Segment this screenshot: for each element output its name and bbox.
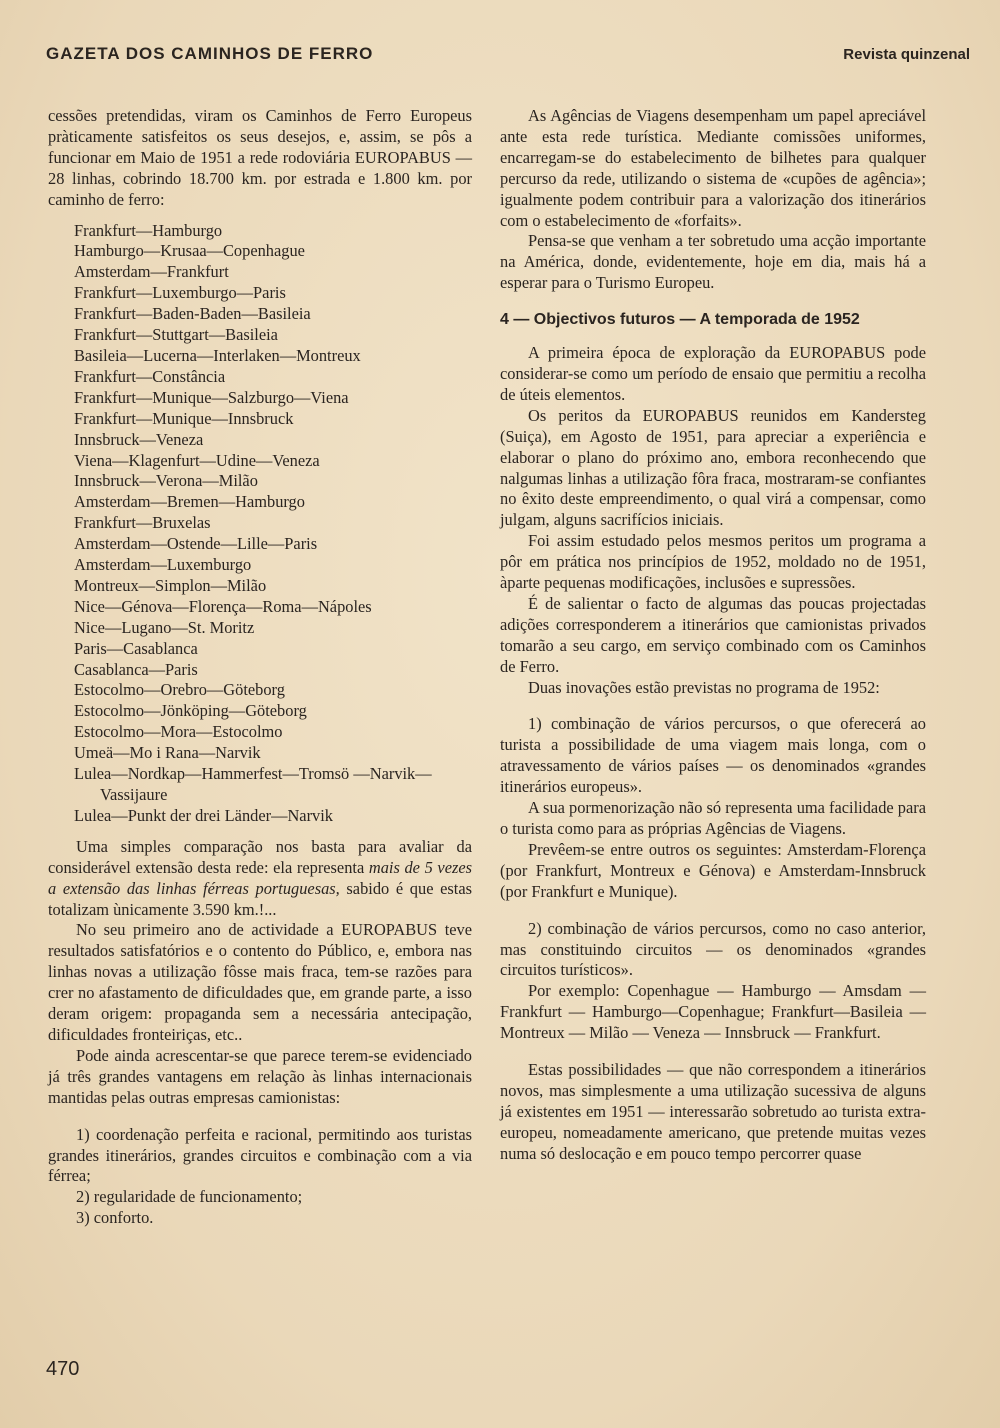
america-paragraph: Pensa-se que venham a ter sobretudo uma acção importante na América, donde, evidentemente, hoje em dia, mais há a esperar para o Turismo Europeu. [500,231,926,293]
innovation-item-1: 1) combinação de vários percursos, o que oferecerá ao turista a possibilidade de uma viagem mais longa, com o atravessamento de vários países — os denominados «grandes itinerários europeus». [500,714,926,797]
comparison-text-end: sabido é que estas totalizam ùnicamente 3.590 km.!... [48,878,472,919]
route-item: Amsterdam—Luxemburgo [74,555,252,575]
advantages-paragraph: Pode ainda acrescentar-se que parece terem-se evidenciado já três grandes vantagens em relação às linhas internacionais mantidas pelas outras empresas camionistas: [48,1045,472,1107]
route-item: Paris—Casablanca [74,638,198,658]
route-item: Frankfurt—Bruxelas [74,513,211,533]
route-item: Frankfurt—Hamburgo [74,220,223,240]
advantage-item: 1) coordenação perfeita e racional, permitindo aos turistas grandes itinerários, grandes circuitos e combinação com a via férrea; [48,1124,472,1186]
route-item: Viena—Klagenfurt—Udine—Veneza [74,450,320,470]
comparison-text-start: Uma simples comparação nos basta para avaliar da considerável extensão desta rede: ela representa [48,836,472,877]
right-column [500,106,926,1165]
page-number: 470 [46,1358,80,1380]
innovation-item-2: 2) combinação de vários percursos, como no caso anterior, mas constituindo circuitos — os denominados «grandes circuitos turísticos». [500,918,926,980]
circuit-example-paragraph: Por exemplo: Copenhague — Hamburgo — Amsdam — Frankfurt — Hamburgo—Copenhague; Frankfurt—Basileia — Montreux — Milão — Veneza — Innsbruck — Frankfurt. [500,981,926,1043]
advantage-item: 2) regularidade de funcionamento; [76,1187,303,1207]
first-season-paragraph: A primeira época de exploração da EUROPABUS pode considerar-se como um período de ensaio que permitiu a recolha de úteis elementos. [500,343,926,404]
journal-subtitle: Revista quinzenal [843,46,970,63]
innovations-paragraph: Duas inovações estão previstas no programa de 1952: [528,677,880,697]
program-paragraph: Foi assim estudado pelos mesmos peritos um programa a pôr em prática nos princípios de 1952, moldado no de 1951, àparte pequenas modificações, inclusões e supressões. [500,531,926,593]
detail-paragraph: A sua pormenorização não só representa uma facilidade para o turista como para as próprias Agências de Viagens. [500,798,926,838]
route-item: Estocolmo—Orebro—Göteborg [74,680,285,700]
journal-title: GAZETA DOS CAMINHOS DE FERRO [46,44,374,63]
possibilities-paragraph: Estas possibilidades — que não correspondem a itinerários novos, mas simplesmente a uma utilização sucessiva de alguns já existentes em 1951 — interessarão sobretudo ao turista extra-europeu, nomeadamente americano, que pretende muitas vezes numa só deslocação e em pouco tempo percorrer quase [500,1060,926,1163]
route-item: Frankfurt—Luxemburgo—Paris [74,283,286,303]
experts-paragraph: Os peritos da EUROPABUS reunidos em Kandersteg (Suiça), em Agosto de 1951, para apreciar a experiência e elaborar o plano do próximo ano, embora reconhecendo que nalgumas linhas a utilização fôra fraca, mostraram-se confiantes no êxito deste empreendimento, o qual virá a compensar, como julgam, alguns sacrifícios iniciais. [500,405,926,530]
comparison-emphasis: mais de 5 vezes a extensão das linhas férreas portuguesas, [48,857,472,898]
route-item: Innsbruck—Veneza [74,429,204,449]
intro-paragraph: cessões pretendidas, viram os Caminhos de Ferro Europeus pràticamente satisfeitos os seus desejos, e, assim, se pôs a funcionar em Maio de 1951 a rede rodoviária EUROPABUS — 28 linhas, cobrindo 18.700 km. por estrada e 1.800 km. por caminho de ferro: [48,106,472,209]
route-item: Amsterdam—Bremen—Hamburgo [74,492,305,512]
comparison-paragraph [48,837,472,921]
agencies-paragraph: As Agências de Viagens desempenham um papel apreciável ante esta rede turística. Mediante comissões uniformes, encarregam-se do estabelecimento de bilhetes para qualquer percurso da rede, utilizando o sistema de «cupões de agência»; igualmente podem contribuir para a valorização dos itinerários com o estabelecimento de «forfaits». [500,106,926,230]
route-item: Nice—Génova—Florença—Roma—Nápoles [74,596,372,616]
route-item: Lulea—Nordkap—Hammerfest—Tromsö —Narvik—Vassijaure [74,764,432,804]
section-heading: 4 — Objectivos futuros — A temporada de 1952 [500,311,860,329]
route-item: Amsterdam—Ostende—Lille—Paris [74,534,318,554]
route-item: Estocolmo—Jönköping—Göteborg [74,701,307,721]
route-list [48,221,472,827]
route-item: Lulea—Punkt der drei Länder—Narvik [74,805,333,825]
route-item: Nice—Lugano—St. Moritz [74,617,255,637]
route-item: Basileia—Lucerna—Interlaken—Montreux [74,345,361,365]
route-item: Estocolmo—Mora—Estocolmo [74,722,283,742]
route-item: Amsterdam—Frankfurt [74,262,229,282]
left-column [48,106,472,1229]
route-item: Frankfurt—Munique—Innsbruck [74,408,294,428]
route-item: Casablanca—Paris [74,659,198,679]
route-item: Frankfurt—Constância [74,366,226,386]
route-item: Frankfurt—Munique—Salzburgo—Viena [74,387,349,407]
advantage-item: 3) conforto. [76,1208,154,1228]
route-item: Montreux—Simplon—Milão [74,575,267,595]
route-item: Frankfurt—Baden-Baden—Basileia [74,304,311,324]
route-item: Umeä—Mo i Rana—Narvik [74,743,261,763]
route-item: Frankfurt—Stuttgart—Basileia [74,325,278,345]
additions-paragraph: É de salientar o facto de algumas das poucas projectadas adições corresponderem a itinerários que camionistas privados tomarão a seu cargo, em serviço combinado com os Caminhos de Ferro. [500,593,926,676]
route-item: Hamburgo—Krusaa—Copenhague [74,241,305,261]
route-item: Innsbruck—Verona—Milão [74,471,258,491]
examples-paragraph: Prevêem-se entre outros os seguintes: Amsterdam-Florença (por Frankfurt, Montreux e Génova) e Amsterdam-Innsbruck (por Frankfurt e Munique). [500,839,926,901]
first-year-paragraph: No seu primeiro ano de actividade a EUROPABUS teve resultados satisfatórios e o contento do Público, e, embora nas linhas novas a utilização fôsse mais fraca, tem-se razões para crer no afastamento de dificuldades que, em grande parte, a isso deram origem: propaganda sem a necessária antecipação, dificuldades fronteiriças, etc.. [48,920,472,1044]
